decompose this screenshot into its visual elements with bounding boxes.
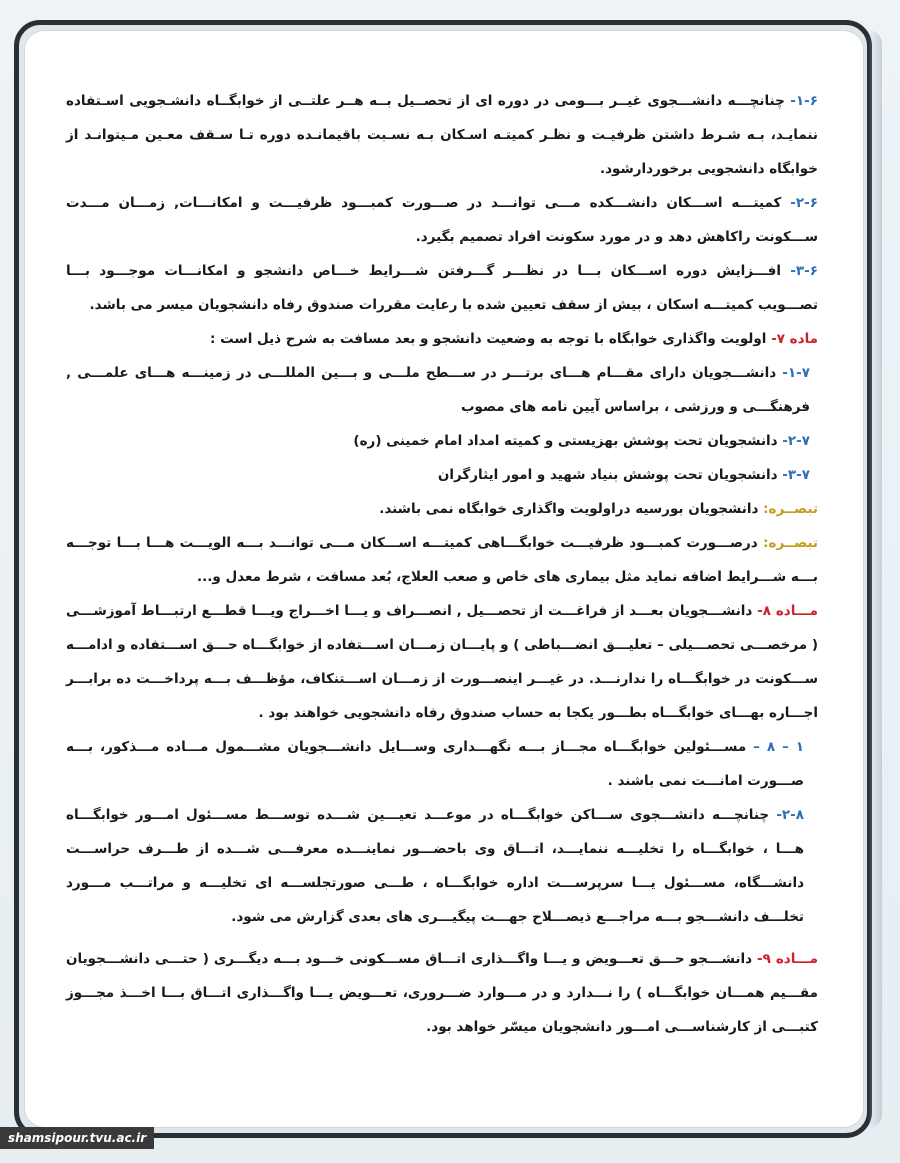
- article-7: [66, 322, 818, 356]
- clause-number: ۳-۷-: [782, 467, 810, 483]
- clause-text: دانشجویان تحت پوشش بنیاد شهید و امور ایثارگران: [437, 467, 778, 483]
- clause-text: چنانچـــه دانشـــجوی غیــر بـــومی در دوره ای از تحصــیل بــه هــر علتــی از خوابگــاه دانشـجویی اسـتفاده ننمایـد، بـه شـرط داشتن ظرفیـت و نظـر کمیتـه اسـکان بـه نسـبت باقیمانـده دوره تـا سـقف معـین مـیتوانـد از خوابگاه دانشجویی برخوردارشود.: [66, 93, 818, 177]
- clause-7-3: [66, 458, 818, 492]
- clause-6-3: [66, 254, 818, 322]
- clause-text: کمیتـــه اســـکان دانشـــکده مـــی توانـــد در صـــورت کمبـــود ظرفیـــت و امکانـــات, زمـــان مـــدت ســـکونت راکاهش دهد و در مورد سکونت افراد تصمیم بگیرد.: [66, 195, 818, 245]
- site-watermark: shamsipour.tvu.ac.ir: [0, 1127, 154, 1149]
- clause-text: دانشـــجویان دارای مقـــام هـــای برتـــر در ســـطح ملـــی و بـــین المللـــی در زمینـــه هـــای علمـــی , فرهنگـــی و ورزشی ، براساس آیین نامه های مصوب: [66, 365, 810, 415]
- note-label: تبصــره:: [763, 535, 818, 551]
- clause-8-1: [66, 730, 818, 798]
- note-1: [66, 492, 818, 526]
- article-text: دانشـــجو حـــق تعـــویض و یـــا واگـــذاری اتـــاق مســـکونی خـــود بـــه دیگـــری ( حتـــی دانشـــجویان مقـــیم همـــان خوابگـــاه ) را نـــدارد و در مـــوارد ضـــروری، تعـــویض یـــا واگـــذاری اتـــاق بـــا اخـــذ مجـــوز کتبـــی از کارشناســـی امـــور دانشجویان میسّر خواهد بود.: [66, 951, 818, 1035]
- regulation-text: [66, 84, 818, 1044]
- clause-number: ۲-۶-: [790, 195, 818, 211]
- article-heading: مـــاده ۸-: [757, 603, 818, 619]
- article-text: اولویت واگذاری خوابگاه با توجه به وضعیت دانشجو و بعد مسافت به شرح ذیل است :: [210, 331, 767, 347]
- clause-7-1: [66, 356, 818, 424]
- clause-6-1: [66, 84, 818, 186]
- clause-number: ۱-۷-: [782, 365, 810, 381]
- page-edge-shadow: [868, 30, 882, 1128]
- article-8: [66, 594, 818, 730]
- clause-7-2: [66, 424, 818, 458]
- article-heading: ماده ۷-: [771, 331, 818, 347]
- clause-text: مســـئولین خوابگـــاه مجـــاز بـــه نگهـــداری وســـایل دانشـــجویان مشـــمول مـــاده مـــذکور، بـــه صـــورت امانـــت نمی باشند .: [66, 739, 804, 789]
- clause-number: ۳-۶-: [790, 263, 818, 279]
- clause-8-2: [66, 798, 818, 934]
- clause-text: چنانچـــه دانشـــجوی ســـاکن خوابگـــاه در موعـــد تعیـــین شـــده توســـط مســـئول امـــور خوابگـــاه هـــا ، خوابگـــاه را تخلیـــه ننمایـــد، اتـــاق وی باحضـــور نماینـــده معرفـــی شـــده از طـــرف حراســـت دانشـــگاه، مســـئول یـــا سرپرســـت اداره خوابگـــاه ، طـــی صورتجلســـه ای تخلیـــه و مراتـــب مـــورد تخلـــف دانشـــجو بـــه مراجـــع ذیصـــلاح جهـــت پیگیـــری های بعدی گزارش می شود.: [66, 807, 804, 925]
- note-text: دانشجویان بورسیه دراولویت واگذاری خوابگاه نمی باشند.: [379, 501, 759, 517]
- article-text: دانشـــجویان بعـــد از فراغـــت از تحصـــیل , انصـــراف و یـــا اخـــراج ویـــا قطـــع ارتبـــاط آموزشـــی ( مرخصـــی تحصـــیلی – تعلیـــق انضـــباطی ) و پایـــان زمـــان اســـتفاده از خوابگـــاه حـــق اســـتفاده و ادامـــه ســـکونت در خوابگـــاه را ندارنـــد. در غیـــر اینصـــورت از زمـــان اســـتنکاف، مؤظـــف بـــه پرداخـــت ده برابـــر اجـــاره بهـــای خوابگـــاه بطـــور یکجا به حساب صندوق رفاه دانشجویی خواهند بود .: [66, 603, 818, 721]
- article-9: [66, 942, 818, 1044]
- article-heading: مـــاده ۹-: [757, 951, 818, 967]
- note-label: تبصــره:: [763, 501, 818, 517]
- clause-text: دانشجویان تحت پوشش بهزیستی و کمیته امداد امام خمینی (ره): [353, 433, 778, 449]
- clause-number: ۲-۷-: [782, 433, 810, 449]
- clause-text: افـــزایش دوره اســـکان بـــا در نظـــر گـــرفتن شـــرایط خـــاص دانشجو و امکانـــات موجـــود بـــا تصـــویب کمیتـــه اسکان ، بیش از سقف تعیین شده با رعایت مقررات صندوق رفاه دانشجویان میسر می باشد.: [66, 263, 818, 313]
- clause-6-2: [66, 186, 818, 254]
- clause-number: ۲-۸-: [776, 807, 805, 823]
- clause-number: ۱-۶-: [790, 93, 818, 109]
- note-2: [66, 526, 818, 594]
- note-text: درصـــورت کمبـــود ظرفیـــت خوابگـــاهی کمیتـــه اســـکان مـــی توانـــد بـــه الویـــت هـــا بـــا توجـــه بـــه شـــرایط اضافه نماید مثل بیماری های خاص و صعب العلاج، بُعد مسافت ، شرط معدل و...: [66, 535, 818, 585]
- clause-number: ۱ – ۸ –: [753, 739, 805, 755]
